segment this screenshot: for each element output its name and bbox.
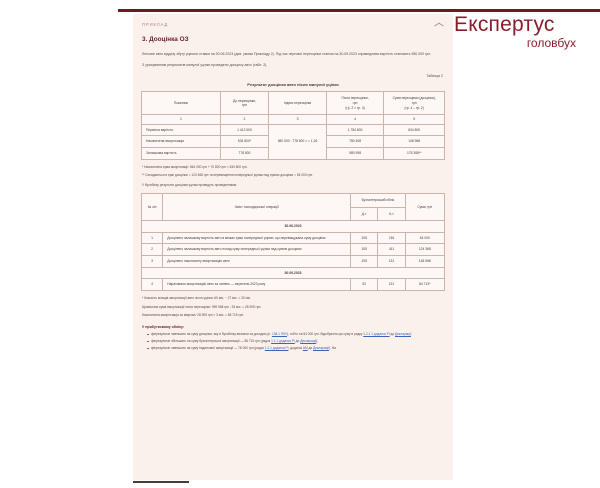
th3-l2: грн <box>352 101 358 105</box>
note-2: ** Складається в сумі дооцінки = 124 368 грн та перевищення попередньої уцінки над сумою дооцінки = 54 000 грн. <box>142 173 314 178</box>
table2-th-credit: К-т <box>378 207 405 221</box>
journal-entries-table <box>141 193 445 291</box>
table-row <box>142 255 445 267</box>
table2-th-operation: Зміст господарської операції <box>163 193 351 220</box>
th1-l2: грн <box>242 103 247 108</box>
table2-g1-r0-debit: 92 <box>351 279 378 291</box>
panel-kicker: ПРИКЛАД <box>142 22 169 27</box>
bottom-note-3: Накопичена амортизація за квартал: 28 905 грн × 3 міс. = 86 715 грн. <box>142 313 245 318</box>
table2-g0-r0-operation: Дооцінено залишкову вартість авто в межах суми попередньої уцінки, що перевищувала суму дооцінки <box>163 232 351 244</box>
table1-r2-after: 980 998 <box>326 147 384 159</box>
page-title: 3. Дооцінка ОЗ <box>142 36 189 43</box>
table1-colnum-1: 2 <box>220 115 268 125</box>
tax-section-heading: У прибутковому обліку: <box>142 325 185 330</box>
table2-g1-r0-operation: Нараховано амортизацію авто за липень — вересень 2023 року <box>163 279 351 291</box>
table1-r1-before: 634 800* <box>220 136 268 148</box>
table1-colnum-2: 3 <box>269 115 327 125</box>
table1-th-0 <box>142 92 221 115</box>
th3-l3: (гр. 2 × гр. 3) <box>345 105 365 110</box>
inline-link[interactable]: АМ <box>302 345 308 350</box>
table1-colnum-0: 1 <box>142 115 221 125</box>
tax-bullet-list <box>147 332 445 351</box>
bottom-divider <box>133 481 189 483</box>
table1-th-4 <box>384 92 445 115</box>
inline-link[interactable]: 1.2.1.1 додатка РІ <box>363 332 390 337</box>
table1-colnum-3: 4 <box>326 115 384 125</box>
table1-colnum-4: 5 <box>384 115 445 125</box>
th3-l1: Після переоцінки, <box>341 96 369 101</box>
table-row <box>142 232 445 244</box>
table2-g0-r1-credit: 411 <box>378 244 405 256</box>
document-panel <box>133 14 453 480</box>
table2-date-row <box>142 267 445 279</box>
table1-r0-after: 1 784 800 <box>326 124 384 136</box>
table2-g0-r2-credit: 131 <box>378 255 405 267</box>
table2-g0-r0-num: 1 <box>142 232 163 244</box>
table2-th-accounting: Бухгалтерський облік <box>351 193 406 207</box>
chevron-up-icon[interactable] <box>434 21 443 27</box>
table1-r0-label: Первісна вартість <box>142 124 221 136</box>
th4-l1: Сума переоцінки (дооцінки), <box>392 96 436 101</box>
table-row <box>142 124 445 136</box>
brand-logo <box>454 14 594 50</box>
bottom-note-1: * Кількість місяців амортизації авто після уцінки: 60 міс. − 27 міс. = 33 міс. <box>142 295 251 300</box>
table1-number-row <box>142 115 445 125</box>
bullet-text-1: фінрезультат збільшать на суму бухгалтерської амортизації — 86 715 грн (рядок 1.1.1 додатка РІ до Декларації); <box>151 339 319 343</box>
table2-g0-r2-debit: 105 <box>351 255 378 267</box>
table-row <box>142 244 445 256</box>
table1-r1-delta: 148 968 <box>384 136 445 148</box>
intro-paragraph-1: Легкове авто відділу збуту уцінили ставки на 30.06.2023 (див. умови Прикладу 2). Під час чергової переоцінки станом на 30.09.2023 справедлива вартість становить 980 000 грн. <box>142 52 432 56</box>
list-item <box>147 346 445 351</box>
table2-g0-r0-credit: 746 <box>378 232 405 244</box>
table2-g1-r0-num: 4 <box>142 279 163 291</box>
brand-subtitle: головбух <box>526 36 576 50</box>
table1-title: Результат дооцінки авто після минулої уцінки <box>247 82 339 88</box>
table1-header-row <box>142 92 445 115</box>
table2-g1-r0-credit: 131 <box>378 279 405 291</box>
table2-th-sum: Сума, грн <box>405 193 444 220</box>
table2-g0-r2-operation: Дооцінено накопичену амортизацію авто <box>163 255 351 267</box>
table1-index-cell: 980 000 : 778 800 = = 1,26 <box>269 124 327 159</box>
bottom-note-2: Щомісячна сума амортизації після переоцінки: 959 968 грн : 33 міс. = 28 905 грн. <box>142 304 262 309</box>
brand-name: Експертус <box>454 13 555 36</box>
table1-r2-label: Залишкова вартість <box>142 147 221 159</box>
table1-r0-before: 1 412 000 <box>220 124 268 136</box>
table1-th-3 <box>326 92 384 115</box>
table2-th-debit: Д-т <box>351 207 378 221</box>
table2-date-row <box>142 221 445 233</box>
table1-r1-after: 780 408 <box>326 136 384 148</box>
list-item <box>147 332 445 337</box>
table1-r1-label: Накопичена амортизація <box>142 136 221 148</box>
intro-paragraph-2: З урахуванням результатів минулої уцінки проведено дооцінку авто (табл. 2). <box>142 63 268 68</box>
inline-link[interactable]: Декларації <box>300 339 317 343</box>
th1-l1: До переоцінки, <box>233 98 256 103</box>
inline-link[interactable]: 138.1 ПКУ <box>271 332 288 337</box>
table-row <box>142 279 445 291</box>
table1-r2-before: 778 800 <box>220 147 268 159</box>
note-3: У бухобліку результат дооцінки уцінки проведуть проведеннями: <box>142 183 238 188</box>
inline-link[interactable]: 1.2.1 додатка РІ <box>264 345 289 350</box>
table2-g0-date: 30.06.2023 <box>142 221 445 233</box>
table2-header-row-1 <box>142 193 445 207</box>
th2-l1: Індекс переоцінки <box>283 101 312 105</box>
table2-g0-r0-sum: 54 000 <box>405 232 444 244</box>
top-divider <box>118 9 600 12</box>
table2-th-num: № з/п <box>142 193 163 220</box>
th0-l1: Показник <box>173 101 188 105</box>
table1-th-1 <box>220 92 268 115</box>
bullet-text-2: фінрезультат зменшать на суму податкової амортизації — 78 000 грн (рядок 1.2.1 додатка РІ, додаток АМ до Декларації). На <box>151 345 336 350</box>
th4-l2: грн <box>411 101 417 105</box>
note-1: * Накопичена сума амортизації: 564 000 грн + 70 800 грн = 634 800 грн. <box>142 164 248 169</box>
list-item <box>147 339 445 344</box>
inline-link[interactable]: Декларації <box>395 332 411 337</box>
revaluation-table <box>141 91 445 159</box>
bullet-text-0: фінрезультат зменшать на суму дооцінки, яку в бухобліку визнали за доходом (п. 138.1 ПКУ), тобто на 54 000 грн. Відобразіть цю суму в рядку 1.2.1.1 додатка РІ до Декларації; <box>151 332 412 337</box>
table2-g0-r0-debit: 105 <box>351 232 378 244</box>
table2-g1-date: 30.09.2023 <box>142 267 445 279</box>
table2-g0-r1-operation: Дооцінено залишкову вартість авто понад суму попередньої уцінки над сумою дооцінки <box>163 244 351 256</box>
table2-g0-r1-num: 2 <box>142 244 163 256</box>
table2-g0-r2-num: 3 <box>142 255 163 267</box>
table-label: Таблиця 2 <box>426 74 443 79</box>
table2-g0-r1-debit: 105 <box>351 244 378 256</box>
table1-th-2 <box>269 92 327 115</box>
inline-link[interactable]: Декларації <box>313 345 330 350</box>
table2-g0-r1-sum: 124 368 <box>405 244 444 256</box>
th4-l3: (гр. 4 – гр. 2) <box>404 105 424 110</box>
table1-r2-delta: 178 368** <box>384 147 445 159</box>
panel-header <box>141 20 445 33</box>
inline-link[interactable]: 1.1.1 додатка РІ <box>271 339 295 343</box>
table1-r0-delta: 634 800 <box>384 124 445 136</box>
table2-g0-r2-sum: 148 968 <box>405 255 444 267</box>
table2-g1-r0-sum: 84 713* <box>405 279 444 291</box>
